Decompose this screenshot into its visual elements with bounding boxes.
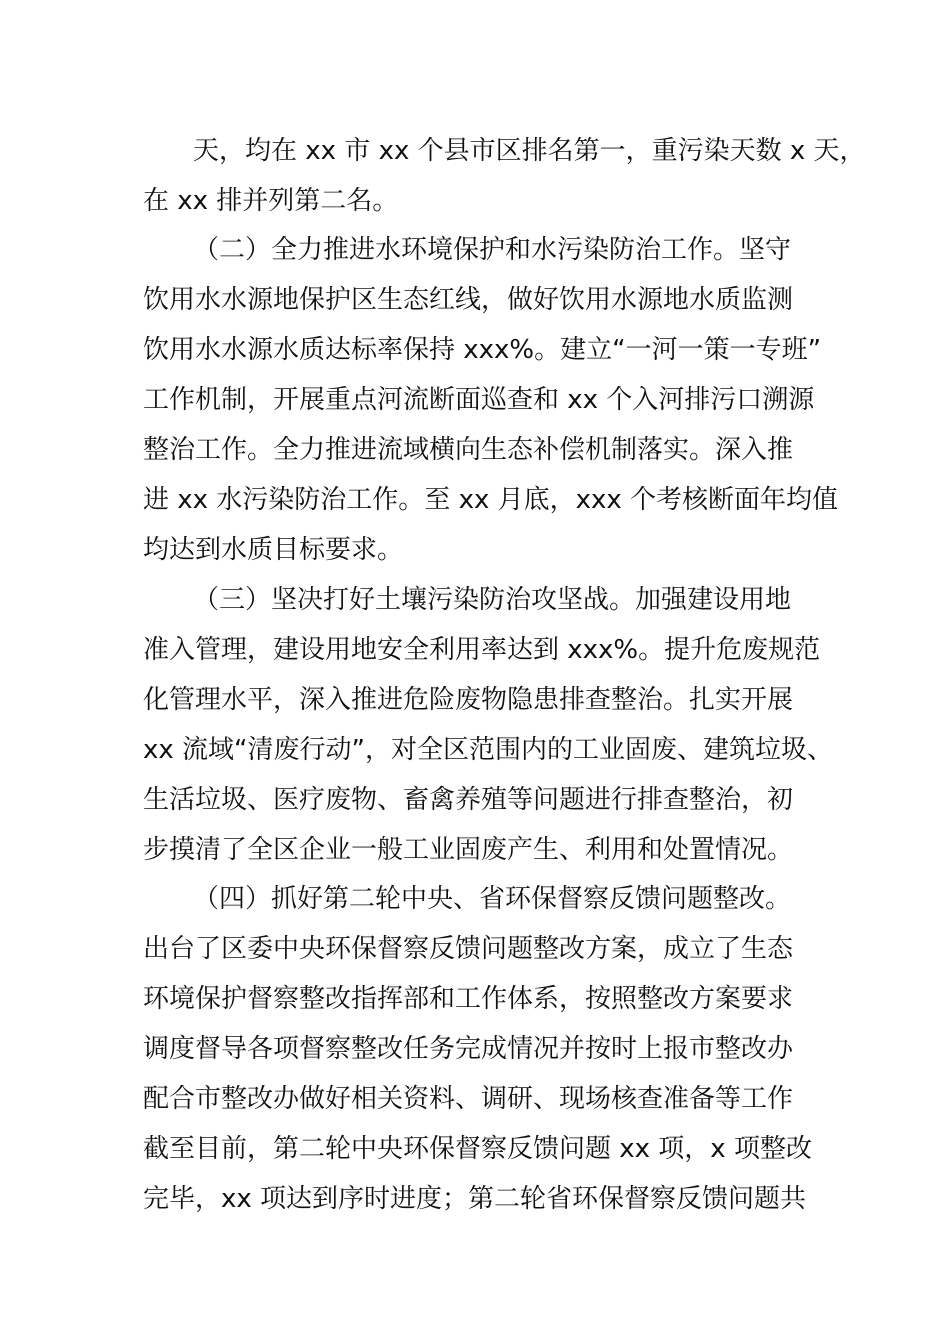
text-line: 出台了区委中央环保督察反馈问题整改方案，成立了生态 — [143, 934, 794, 964]
text-line: 准入管理，建设用地安全利用率达到 xxx%。提升危废规范 — [143, 635, 821, 665]
text-line: 化管理水平，深入推进危险废物隐患排查整治。扎实开展 — [143, 685, 794, 715]
text-line: 在 xx 排并列第二名。 — [143, 186, 399, 216]
text-line: 配合市整改办做好相关资料、调研、现场核查准备等工作 — [143, 1084, 794, 1114]
text-line: 进 xx 水污染防治工作。至 xx 月底，xxx 个考核断面年均值 — [143, 485, 839, 515]
text-line: 均达到水质目标要求。 — [143, 535, 404, 565]
text-line: 饮用水水源地保护区生态红线，做好饮用水源地水质监测 — [143, 285, 794, 315]
text-line: 整治工作。全力推进流域横向生态补偿机制落实。深入推 — [143, 435, 794, 465]
section-heading-4: （四）抓好第二轮中央、省环保督察反馈问题整改。 — [193, 884, 792, 914]
section-heading-3: （三）坚决打好土壤污染防治攻坚战。加强建设用地 — [193, 585, 792, 615]
text-line: 环境保护督察整改指挥部和工作体系，按照整改方案要求 — [143, 984, 794, 1014]
text-line: xx 流域“清废行动”，对全区范围内的工业固废、建筑垃圾、 — [143, 735, 833, 765]
text-line: 饮用水水源水质达标率保持 xxx%。建立“一河一策一专班” — [143, 335, 822, 365]
text-line: 完毕，xx 项达到序时进度；第二轮省环保督察反馈问题共 — [143, 1184, 807, 1214]
text-line: 步摸清了全区企业一般工业固废产生、利用和处置情况。 — [143, 835, 794, 865]
text-line: 天，均在 xx 市 xx 个县市区排名第一，重污染天数 x 天， — [193, 136, 866, 166]
text-line: 截至目前，第二轮中央环保督察反馈问题 xx 项，x 项整改 — [143, 1134, 812, 1164]
text-line: 调度督导各项督察整改任务完成情况并按时上报市整改办 — [143, 1034, 794, 1064]
section-heading-2: （二）全力推进水环境保护和水污染防治工作。坚守 — [193, 235, 792, 265]
text-line: 生活垃圾、医疗废物、畜禽养殖等问题进行排查整治，初 — [143, 785, 794, 815]
text-line: 工作机制，开展重点河流断面巡查和 xx 个入河排污口溯源 — [143, 385, 815, 415]
